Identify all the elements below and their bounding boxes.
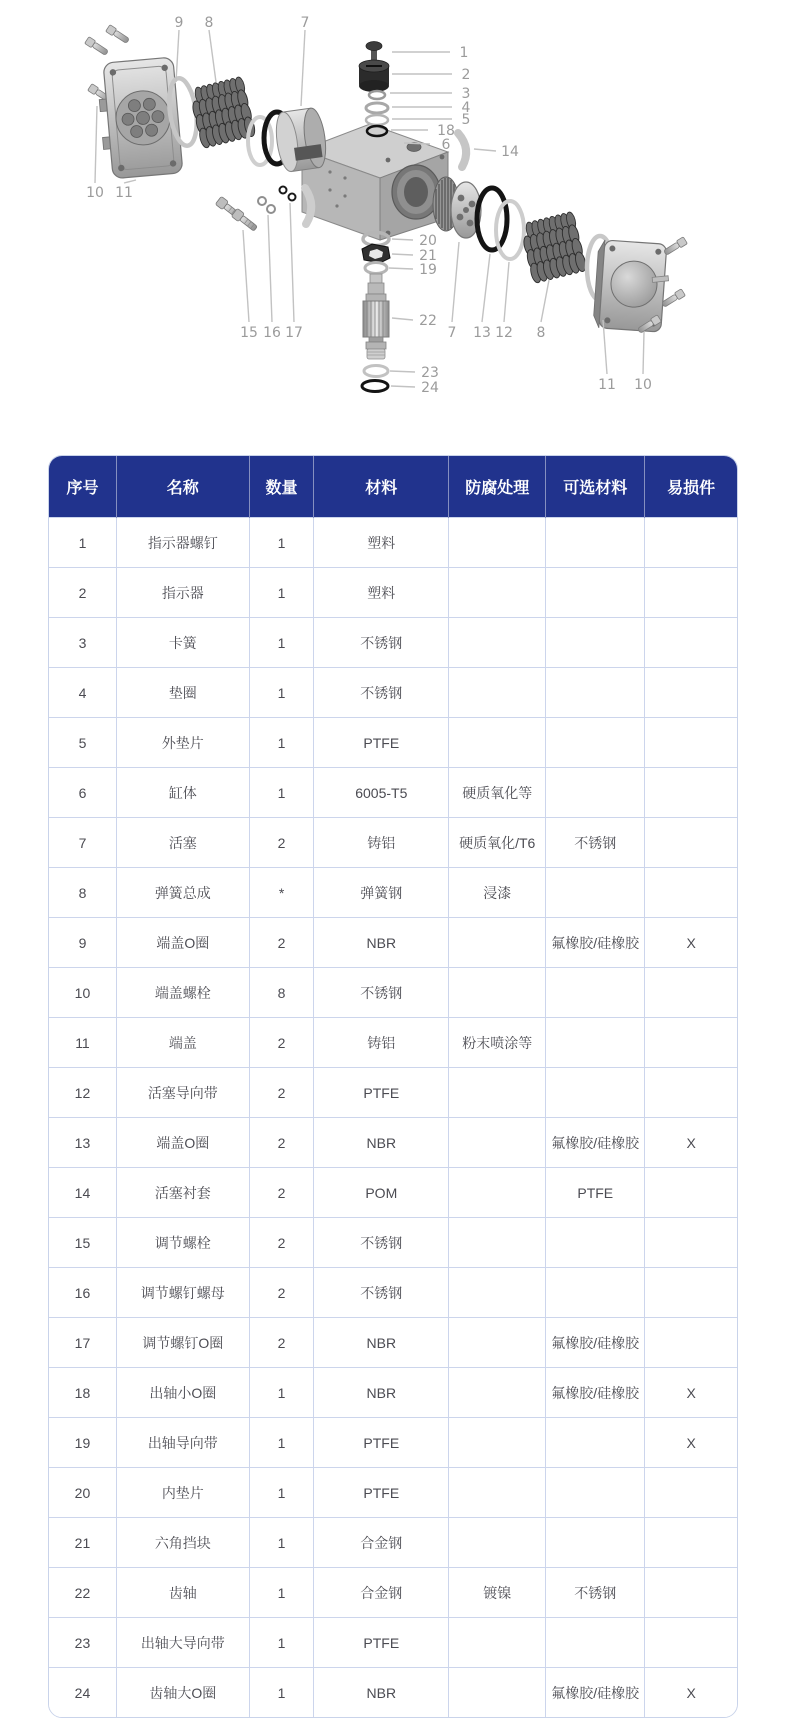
table-row [49, 1118, 737, 1168]
piston-o-ring [477, 188, 507, 250]
table-cell: NBR [314, 918, 449, 968]
table-cell: 19 [49, 1418, 116, 1468]
table-cell: X [645, 1368, 737, 1418]
table-header-row [49, 456, 737, 518]
table-cell [546, 668, 645, 718]
callout-label: 13 [473, 325, 491, 341]
table-cell: 4 [49, 668, 116, 718]
callout-line [243, 230, 249, 322]
table-cell [645, 1618, 737, 1668]
table-cell: 2 [249, 1068, 314, 1118]
table-row [49, 1518, 737, 1568]
table-cell: X [645, 918, 737, 968]
table-cell: 塑料 [314, 518, 449, 568]
table-cell [645, 568, 737, 618]
table-row [49, 618, 737, 668]
table-cell: 不锈钢 [314, 668, 449, 718]
table-cell [449, 1068, 546, 1118]
table-cell: 指示器 [116, 568, 249, 618]
callout-label: 12 [495, 325, 513, 341]
washer [366, 103, 388, 113]
callout-label: 8 [536, 325, 546, 341]
table-cell: 2 [249, 1118, 314, 1168]
table-cell: 9 [49, 918, 116, 968]
callout-label: 1 [459, 45, 469, 61]
table-cell [546, 1618, 645, 1668]
column-header: 易损件 [645, 456, 737, 518]
table-cell: 出轴大导向带 [116, 1618, 249, 1668]
table-cell [449, 1218, 546, 1268]
table-row [49, 718, 737, 768]
table-cell [449, 618, 546, 668]
table-cell: 1 [249, 718, 314, 768]
callout-label: 16 [263, 325, 281, 341]
table-cell: 指示器螺钉 [116, 518, 249, 568]
table-cell: 端盖O圈 [116, 1118, 249, 1168]
table-cell: 卡簧 [116, 618, 249, 668]
callout-label: 10 [634, 377, 652, 393]
shaft-large-o-ring [362, 381, 388, 392]
table-cell: 镀镍 [449, 1568, 546, 1618]
table-cell [546, 1068, 645, 1118]
table-cell: 15 [49, 1218, 116, 1268]
table-cell: 氟橡胶/硅橡胶 [546, 1668, 645, 1718]
table-cell: PTFE [314, 718, 449, 768]
table-cell: 活塞导向带 [116, 1068, 249, 1118]
table-cell: 2 [249, 1268, 314, 1318]
table-cell: 粉末喷涂等 [449, 1018, 546, 1068]
table-cell: 合金钢 [314, 1518, 449, 1568]
callout-line [290, 203, 294, 322]
table-cell: 2 [49, 568, 116, 618]
table-cell: 16 [49, 1268, 116, 1318]
table-cell: 8 [49, 868, 116, 918]
table-cell: 2 [249, 1318, 314, 1368]
piston-guide-band [496, 201, 524, 259]
table-cell: 齿轴大O圈 [116, 1668, 249, 1718]
callout-line [391, 386, 415, 387]
table-cell [449, 668, 546, 718]
table-cell: 弹簧总成 [116, 868, 249, 918]
table-body [49, 518, 737, 1718]
table-cell: 浸漆 [449, 868, 546, 918]
table-cell: 1 [249, 1468, 314, 1518]
table-cell [645, 718, 737, 768]
table-cell: NBR [314, 1118, 449, 1168]
table-cell [449, 1418, 546, 1468]
callout-label: 18 [437, 123, 455, 139]
table-cell [645, 1518, 737, 1568]
table-cell [546, 1518, 645, 1568]
piston-right [433, 177, 481, 238]
table-cell: 调节螺栓 [116, 1218, 249, 1268]
table-cell [546, 618, 645, 668]
callout-label: 15 [240, 325, 258, 341]
table-cell: PTFE [314, 1468, 449, 1518]
table-cell: 氟橡胶/硅橡胶 [546, 1368, 645, 1418]
circlip [369, 91, 385, 99]
table-row [49, 1218, 737, 1268]
table-row [49, 568, 737, 618]
table-cell: 缸体 [116, 768, 249, 818]
column-header: 数量 [249, 456, 314, 518]
callout-line [643, 332, 644, 374]
table-cell [546, 518, 645, 568]
column-header: 材料 [314, 456, 449, 518]
table-cell [645, 518, 737, 568]
exploded-view-diagram [0, 0, 790, 415]
callout-label: 21 [419, 248, 437, 264]
table-cell: POM [314, 1168, 449, 1218]
table-cell: 3 [49, 618, 116, 668]
callout-line [392, 318, 413, 320]
callout-label: 23 [421, 365, 439, 381]
table-cell [449, 1668, 546, 1718]
table-row [49, 1468, 737, 1518]
column-header: 防腐处理 [449, 456, 546, 518]
table-row [49, 1668, 737, 1718]
table-cell: 硬质氧化等 [449, 768, 546, 818]
table-cell [546, 768, 645, 818]
table-cell: 不锈钢 [314, 968, 449, 1018]
table-cell: 不锈钢 [546, 818, 645, 868]
table-cell: 氟橡胶/硅橡胶 [546, 1318, 645, 1368]
table-cell: NBR [314, 1668, 449, 1718]
table-row [49, 668, 737, 718]
table-cell: 1 [249, 1568, 314, 1618]
callout-label: 6 [441, 137, 451, 153]
table-cell: 6 [49, 768, 116, 818]
table-row [49, 868, 737, 918]
table-cell: 18 [49, 1368, 116, 1418]
table-cell: 1 [249, 618, 314, 668]
callout-label: 10 [86, 185, 104, 201]
table-cell [449, 1118, 546, 1168]
callout-line [389, 268, 413, 269]
table-row [49, 1018, 737, 1068]
table-cell: PTFE [546, 1168, 645, 1218]
hex-stop-block [362, 244, 390, 263]
table-cell: 铸铝 [314, 1018, 449, 1068]
table-cell [645, 1018, 737, 1068]
table-cell: NBR [314, 1318, 449, 1368]
table-cell: NBR [314, 1368, 449, 1418]
table-row [49, 818, 737, 868]
table-cell: 外垫片 [116, 718, 249, 768]
table-cell [449, 1318, 546, 1368]
table-cell [546, 868, 645, 918]
outer-gasket [366, 115, 388, 125]
table-cell: 17 [49, 1318, 116, 1368]
table-cell: 10 [49, 968, 116, 1018]
table-cell: 齿轴 [116, 1568, 249, 1618]
table-cell: 活塞衬套 [116, 1168, 249, 1218]
table-cell [449, 1618, 546, 1668]
table-cell [645, 968, 737, 1018]
column-header: 序号 [49, 456, 116, 518]
table-cell: 20 [49, 1468, 116, 1518]
table-cell: 硬质氧化/T6 [449, 818, 546, 868]
table-cell: X [645, 1418, 737, 1468]
table-cell [645, 1068, 737, 1118]
table-cell: 铸铝 [314, 818, 449, 868]
callout-line [95, 106, 97, 183]
callout-line [268, 215, 272, 322]
table-cell [546, 1468, 645, 1518]
table-cell: X [645, 1118, 737, 1168]
table-cell: 11 [49, 1018, 116, 1068]
table-cell: 5 [49, 718, 116, 768]
pinion-shaft [363, 274, 389, 359]
callout-label: 3 [461, 86, 471, 102]
table-cell [449, 518, 546, 568]
table-cell [449, 1468, 546, 1518]
table-cell [645, 1268, 737, 1318]
table-cell [645, 818, 737, 868]
table-cell: 不锈钢 [314, 1268, 449, 1318]
callout-line [124, 180, 136, 183]
table-cell [645, 768, 737, 818]
table-cell: 1 [249, 1618, 314, 1668]
table-cell [645, 1168, 737, 1218]
table-cell [645, 668, 737, 718]
column-header: 可选材料 [546, 456, 645, 518]
table-cell: 不锈钢 [314, 618, 449, 668]
table-cell: 1 [49, 518, 116, 568]
adjustment-nuts [258, 197, 275, 213]
table-cell: 不锈钢 [314, 1218, 449, 1268]
parts-table-grid [49, 456, 737, 1717]
table-cell: 1 [249, 518, 314, 568]
table-cell: 1 [249, 568, 314, 618]
table-cell: 7 [49, 818, 116, 868]
callout-line [392, 239, 413, 240]
table-row [49, 918, 737, 968]
table-cell [546, 568, 645, 618]
table-cell: 24 [49, 1668, 116, 1718]
callout-line [482, 254, 490, 322]
callout-label: 11 [598, 377, 616, 393]
callout-line [541, 280, 549, 322]
table-cell: 出轴导向带 [116, 1418, 249, 1468]
parts-table [48, 455, 738, 1718]
adjustment-bolts [215, 196, 258, 233]
table-cell: 六角挡块 [116, 1518, 249, 1568]
piston-liner-right [458, 133, 466, 167]
table-row [49, 1268, 737, 1318]
table-row [49, 1068, 737, 1118]
table-cell [449, 1518, 546, 1568]
table-cell: 21 [49, 1518, 116, 1568]
table-row [49, 1368, 737, 1418]
callout-label: 8 [204, 15, 214, 31]
table-cell [546, 1268, 645, 1318]
table-cell: 1 [249, 1418, 314, 1468]
callout-label: 17 [285, 325, 303, 341]
table-cell: 调节螺钉螺母 [116, 1268, 249, 1318]
table-cell [645, 1218, 737, 1268]
table-cell [645, 868, 737, 918]
table-cell: 氟橡胶/硅橡胶 [546, 918, 645, 968]
table-cell: 端盖螺栓 [116, 968, 249, 1018]
callout-line [392, 254, 413, 255]
table-cell: * [249, 868, 314, 918]
table-cell [449, 1268, 546, 1318]
shaft-guide-band [365, 263, 387, 274]
table-cell [645, 1318, 737, 1368]
table-cell: 1 [249, 668, 314, 718]
table-cell: 弹簧钢 [314, 868, 449, 918]
callout-line [404, 143, 430, 144]
table-cell: 调节螺钉O圈 [116, 1318, 249, 1368]
table-cell: 2 [249, 818, 314, 868]
callout-label: 5 [461, 112, 471, 128]
table-cell: 22 [49, 1568, 116, 1618]
table-cell: X [645, 1668, 737, 1718]
callout-label: 9 [174, 15, 184, 31]
table-row [49, 968, 737, 1018]
table-cell: 1 [249, 1368, 314, 1418]
table-cell: PTFE [314, 1418, 449, 1468]
table-cell [449, 1168, 546, 1218]
table-cell: 14 [49, 1168, 116, 1218]
table-cell [449, 718, 546, 768]
table-cell: 6005-T5 [314, 768, 449, 818]
table-cell: 出轴小O圈 [116, 1368, 249, 1418]
table-cell: 13 [49, 1118, 116, 1168]
callout-label: 11 [115, 185, 133, 201]
callout-line [390, 371, 415, 372]
table-cell: 合金钢 [314, 1568, 449, 1618]
table-cell [645, 1568, 737, 1618]
callout-label: 22 [419, 313, 437, 329]
table-cell [546, 718, 645, 768]
callout-label: 24 [421, 380, 439, 396]
table-row [49, 1318, 737, 1368]
table-cell [449, 1368, 546, 1418]
table-cell: 1 [249, 1518, 314, 1568]
table-cell: 不锈钢 [546, 1568, 645, 1618]
table-cell [546, 968, 645, 1018]
table-cell [449, 968, 546, 1018]
table-cell: 2 [249, 1018, 314, 1068]
shaft-large-guide-band [364, 366, 388, 377]
table-cell: 1 [249, 1668, 314, 1718]
table-cell: 端盖O圈 [116, 918, 249, 968]
spring-cartridge-right [519, 211, 588, 284]
table-cell: PTFE [314, 1068, 449, 1118]
callout-line [301, 30, 305, 106]
table-cell: 垫圈 [116, 668, 249, 718]
callout-label: 4 [461, 100, 471, 116]
table-row [49, 518, 737, 568]
table-cell [645, 618, 737, 668]
table-row [49, 1168, 737, 1218]
callout-label: 7 [447, 325, 457, 341]
callout-label: 19 [419, 262, 437, 278]
callout-line [504, 262, 509, 322]
table-cell [546, 1018, 645, 1068]
table-cell: 2 [249, 918, 314, 968]
table-row [49, 768, 737, 818]
table-cell: 1 [249, 768, 314, 818]
table-cell [645, 1468, 737, 1518]
callout-line [209, 30, 216, 82]
callout-label: 14 [501, 144, 519, 160]
callout-label: 20 [419, 233, 437, 249]
table-cell: PTFE [314, 1618, 449, 1668]
table-cell: 2 [249, 1218, 314, 1268]
table-cell: 2 [249, 1168, 314, 1218]
table-cell: 活塞 [116, 818, 249, 868]
table-cell [449, 918, 546, 968]
callout-line [474, 149, 496, 151]
table-cell [546, 1418, 645, 1468]
table-cell [449, 568, 546, 618]
callout-label: 7 [300, 15, 310, 31]
table-cell [546, 1218, 645, 1268]
indicator-screw [366, 42, 382, 61]
table-row [49, 1418, 737, 1468]
table-cell: 氟橡胶/硅橡胶 [546, 1118, 645, 1168]
callout-label: 2 [461, 67, 471, 83]
callout-line [176, 30, 179, 82]
table-cell: 12 [49, 1068, 116, 1118]
table-cell: 8 [249, 968, 314, 1018]
table-row [49, 1618, 737, 1668]
table-cell: 端盖 [116, 1018, 249, 1068]
table-cell: 塑料 [314, 568, 449, 618]
column-header: 名称 [116, 456, 249, 518]
table-row [49, 1568, 737, 1618]
table-cell: 23 [49, 1618, 116, 1668]
indicator [359, 60, 389, 92]
adjustment-o-rings [280, 187, 296, 201]
callout-line [452, 242, 459, 322]
table-cell: 内垫片 [116, 1468, 249, 1518]
